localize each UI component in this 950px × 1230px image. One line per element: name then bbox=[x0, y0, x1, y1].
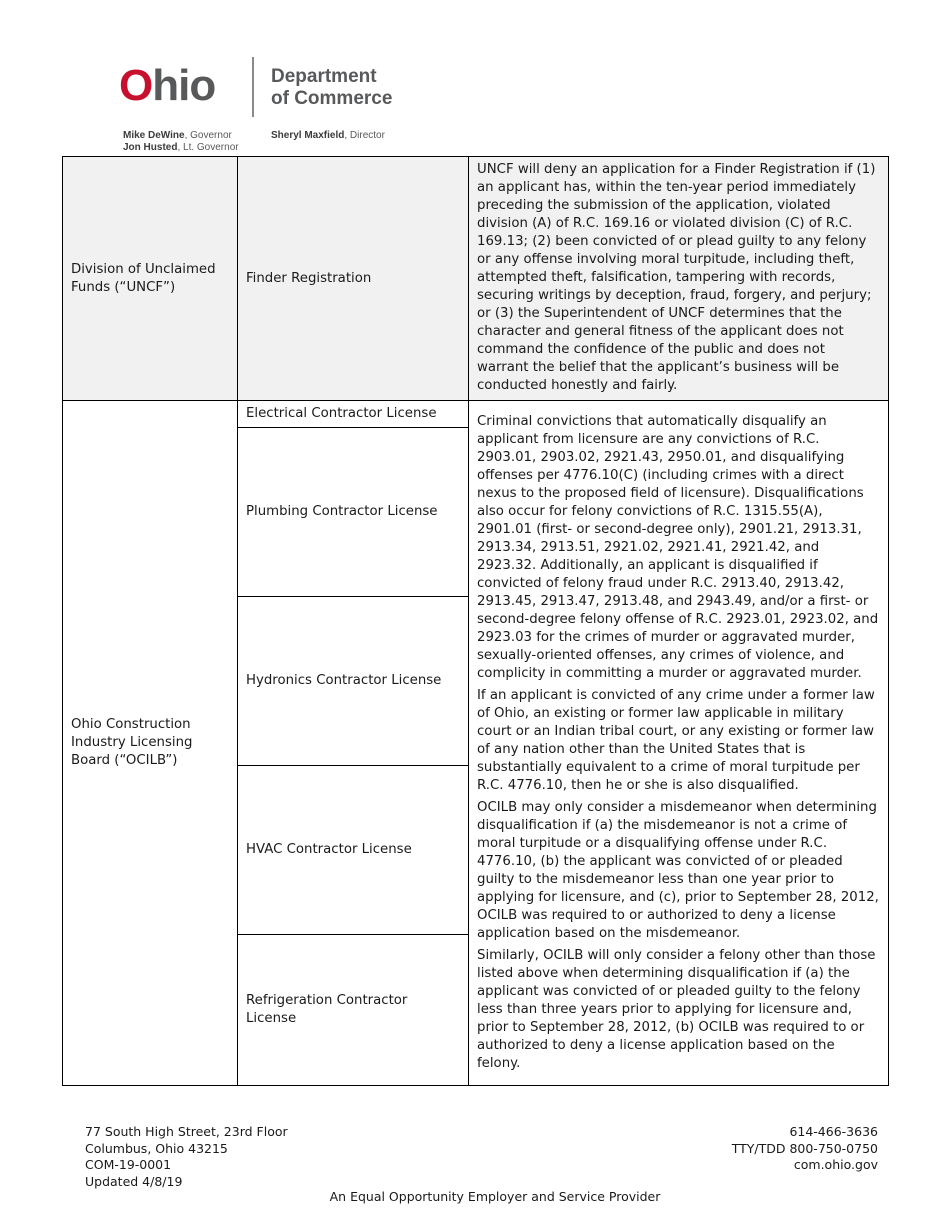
website-link[interactable]: com.ohio.gov bbox=[793, 1157, 878, 1172]
logo-hio: hio bbox=[152, 61, 216, 110]
department-name bbox=[271, 66, 392, 110]
ocilb-paragraph: Criminal convictions that automatically disqualify an applicant from licensure are any convictions of R.C. 2903.01, 2903.02, 2921.43, 2950.01, and disqualifying offenses per 4776.10(C) (including crimes with a direct nexus to the proposed field of licensure). Disqualifications also occur for felony convictions of R.C. 1315.55(A), 2901.01 (first- or second-degree only), 2901.21, 2913.31, 2913.34, 2913.51, 2921.02, 2921.41, 2921.42, and 2923.32. Additionally, an applicant is disqualified if convicted of felony fraud under R.C. 2913.40, 2913.42, 2913.45, 2913.47, 2913.48, and 2943.49, and/or a first- or second-degree felony offense of R.C. 2923.01, 2923.02, and 2923.03 for the crimes of murder or aggravated murder, sexually-oriented offenses, any crimes of violence, and complicity in committing a murder or aggravated murder. bbox=[477, 414, 879, 681]
license-cell: Hydronics Contractor License bbox=[238, 597, 469, 766]
ocilb-paragraph: OCILB may only consider a misdemeanor when determining disqualification if (a) the misdemeanor is not a crime of moral turpitude or a disqualifying offense under R.C. 4776.10, (b) the applicant was convicted of or pleaded guilty to the misdemeanor less than one year prior to applying for licensure, and (c), prior to September 28, 2012, OCILB was required to or authorized to deny a license application based on the misdemeanor. bbox=[477, 800, 879, 941]
director-title: , Director bbox=[344, 130, 385, 141]
description-cell bbox=[469, 401, 889, 1086]
ocilb-paragraph: Similarly, OCILB will only consider a felony other than those listed above when determining disqualification if (a) the applicant was convicted of or pleaded guilty to the felony less than three years prior to applying for licensure and, prior to September 28, 2012, (b) OCILB was required to or authorized to deny a license application based on the felony. bbox=[477, 948, 876, 1071]
address-line-1: 77 South High Street, 23rd Floor bbox=[85, 1124, 288, 1139]
ocilb-paragraph: If an applicant is convicted of any crime under a former law of Ohio, an existing or former law applicable in military court or an Indian tribal court, or any existing or former law of any nation other than the United States that is substantially equivalent to a crime of moral turpitude per R.C. 4776.10, then he or she is also disqualified. bbox=[477, 688, 875, 793]
governor-title: , Governor bbox=[184, 130, 232, 141]
updated-date: Updated 4/8/19 bbox=[85, 1173, 183, 1189]
licensing-table bbox=[62, 156, 889, 1086]
letterhead bbox=[0, 0, 950, 156]
governor-name: Mike DeWine bbox=[123, 130, 185, 141]
license-cell: HVAC Contractor License bbox=[238, 766, 469, 935]
logo-divider bbox=[252, 57, 254, 117]
division-cell: Ohio Construction Industry Licensing Board (“OCILB”) bbox=[63, 401, 238, 1086]
lt-governor-title: , Lt. Governor bbox=[177, 142, 239, 153]
director-name: Sheryl Maxfield bbox=[271, 130, 345, 141]
license-cell: Refrigeration Contractor License bbox=[238, 935, 469, 1086]
license-cell: Electrical Contractor License bbox=[238, 401, 469, 428]
tty-number: TTY/TDD 800-750-0750 bbox=[731, 1140, 878, 1156]
license-cell: Plumbing Contractor License bbox=[238, 428, 469, 597]
division-cell: Division of Unclaimed Funds (“UNCF”) bbox=[63, 157, 238, 401]
table-row bbox=[63, 401, 889, 428]
governor-block bbox=[123, 130, 239, 154]
phone-number: 614-466-3636 bbox=[789, 1124, 878, 1139]
address-line-2: Columbus, Ohio 43215 bbox=[85, 1140, 228, 1156]
eeo-statement: An Equal Opportunity Employer and Service Provider bbox=[329, 1189, 661, 1204]
lt-governor-name: Jon Husted bbox=[123, 142, 178, 153]
description-cell bbox=[469, 157, 889, 401]
ohio-logo bbox=[119, 58, 215, 114]
form-number: COM-19-0001 bbox=[85, 1157, 172, 1172]
footer-address bbox=[85, 1124, 288, 1190]
uncf-description: UNCF will deny an application for a Finder Registration if (1) an applicant has, within the ten-year period immediately preceding the submission of the application, violated division (A) of R.C. 169.16 or violated division (C) of R.C. 169.13; (2) been convicted of or plead guilty to any felony or any offense involving moral turpitude, including theft, attempted theft, falsification, tampering with records, securing writings by deception, fraud, forgery, and perjury; or (3) the Superintendent of UNCF determines that the character and general fitness of the applicant does not command the confidence of the public and does not warrant the belief that the applicant’s business will be conducted honestly and fairly. bbox=[477, 162, 876, 393]
logo-o: O bbox=[119, 61, 153, 110]
table-row bbox=[63, 157, 889, 401]
dept-line-1: Department bbox=[271, 66, 377, 87]
license-cell: Finder Registration bbox=[238, 157, 469, 401]
dept-line-2: of Commerce bbox=[271, 88, 393, 109]
director-block bbox=[271, 130, 385, 142]
footer-contact bbox=[732, 1124, 878, 1174]
